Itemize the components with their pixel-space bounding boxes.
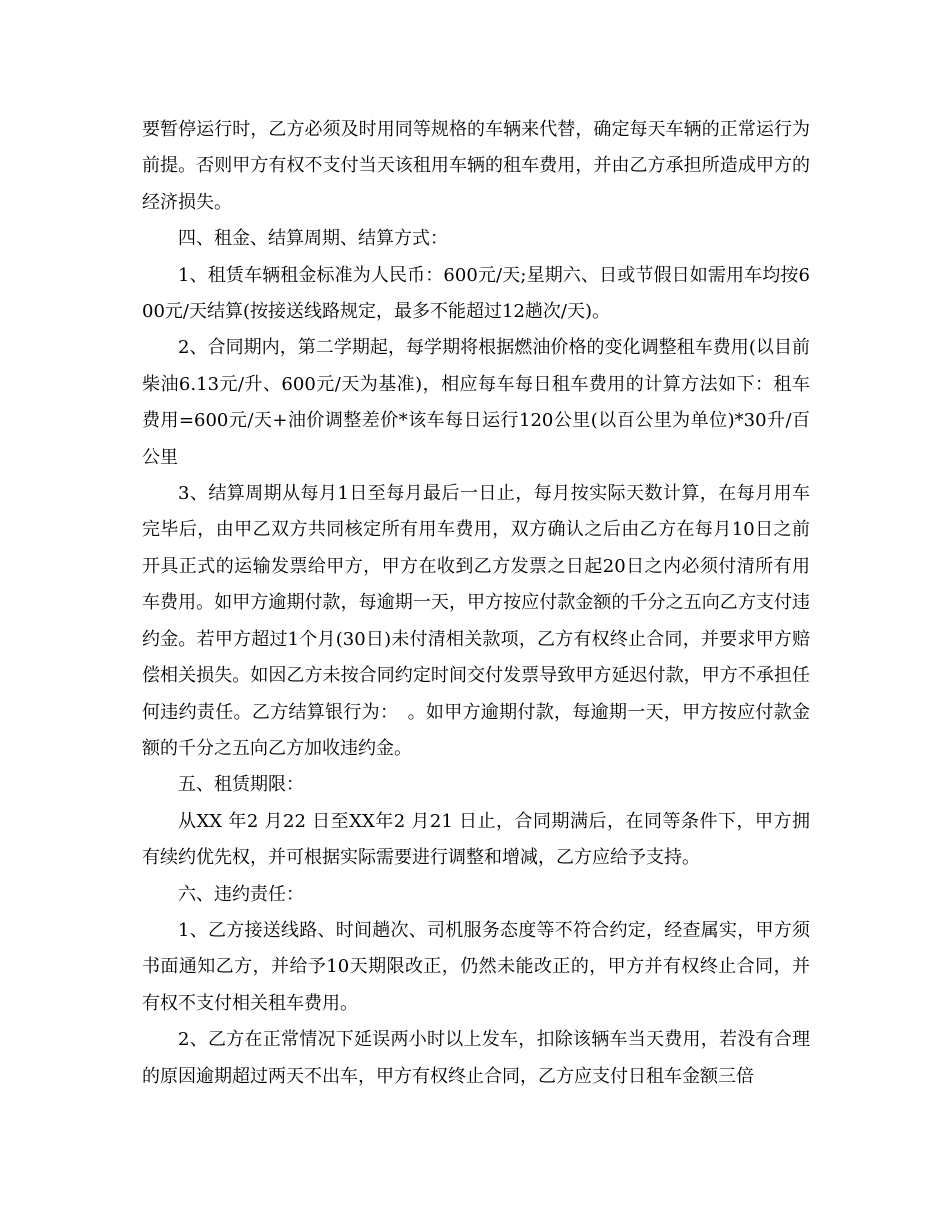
paragraph-rent-standard: 1、租赁车辆租金标准为人民币：600元/天;星期六、日或节假日如需用车均按600元/天结算(按接送线路规定，最多不能超过12趟次/天)。 [142, 264, 810, 323]
paragraph-fuel-adjustment: 2、合同期内，第二学期起，每学期将根据燃油价格的变化调整租车费用(以目前柴油6.13元/升、600元/天为基准)，相应每车每日租车费用的计算方法如下：租车费用=600元/天+油价调整差价*该车每日运行120公里(以百公里为单位)*30升/百公里 [142, 337, 810, 468]
paragraph-lease-term: 从XX 年2 月22 日至XX年2 月21 日止，合同期满后，在同等条件下，甲方拥有续约优先权，并可根据实际需要进行调整和增减，乙方应给予支持。 [142, 810, 810, 869]
section-heading-lease-term: 五、租赁期限： [178, 774, 304, 796]
paragraph-settlement-cycle: 3、结算周期从每月1日至每月最后一日止，每月按实际天数计算，在每月用车完毕后，由甲乙双方共同核定所有用车费用，双方确认之后由乙方在每月10日之前开具正式的运输发票给甲方，甲方在收到乙方发票之日起20日之内必须付清所有用车费用。如甲方逾期付款，每逾期一天，甲方按应付款金额的千分之五向乙方支付违约金。若甲方超过1个月(30日)未付清相关款项，乙方有权终止合同，并要求甲方赔偿相关损失。如因乙方未按合同约定时间交付发票导致甲方延迟付款，甲方不承担任何违约责任。乙方结算银行为： 。如甲方逾期付款，每逾期一天，甲方按应付款金额的千分之五向乙方加收违约金。 [142, 483, 810, 759]
paragraph-continuation: 要暂停运行时，乙方必须及时用同等规格的车辆来代替，确定每天车辆的正常运行为前提。否则甲方有权不支付当天该租用车辆的租车费用，并由乙方承担所造成甲方的经济损失。 [142, 119, 810, 213]
section-heading-rent-settlement: 四、租金、结算周期、结算方式： [178, 228, 448, 250]
document-body [142, 112, 810, 1095]
paragraph-liability-1: 1、乙方接送线路、时间趟次、司机服务态度等不符合约定，经查属实，甲方须书面通知乙方，并给予10天期限改正，仍然未能改正的，甲方并有权终止合同，并有权不支付相关租车费用。 [142, 919, 810, 1014]
paragraph-liability-2: 2、乙方在正常情况下延误两小时以上发车，扣除该辆车当天费用，若没有合理的原因逾期超过两天不出车，甲方有权终止合同，乙方应支付日租车金额三倍 [142, 1029, 810, 1087]
section-heading-liability: 六、违约责任： [178, 883, 304, 905]
